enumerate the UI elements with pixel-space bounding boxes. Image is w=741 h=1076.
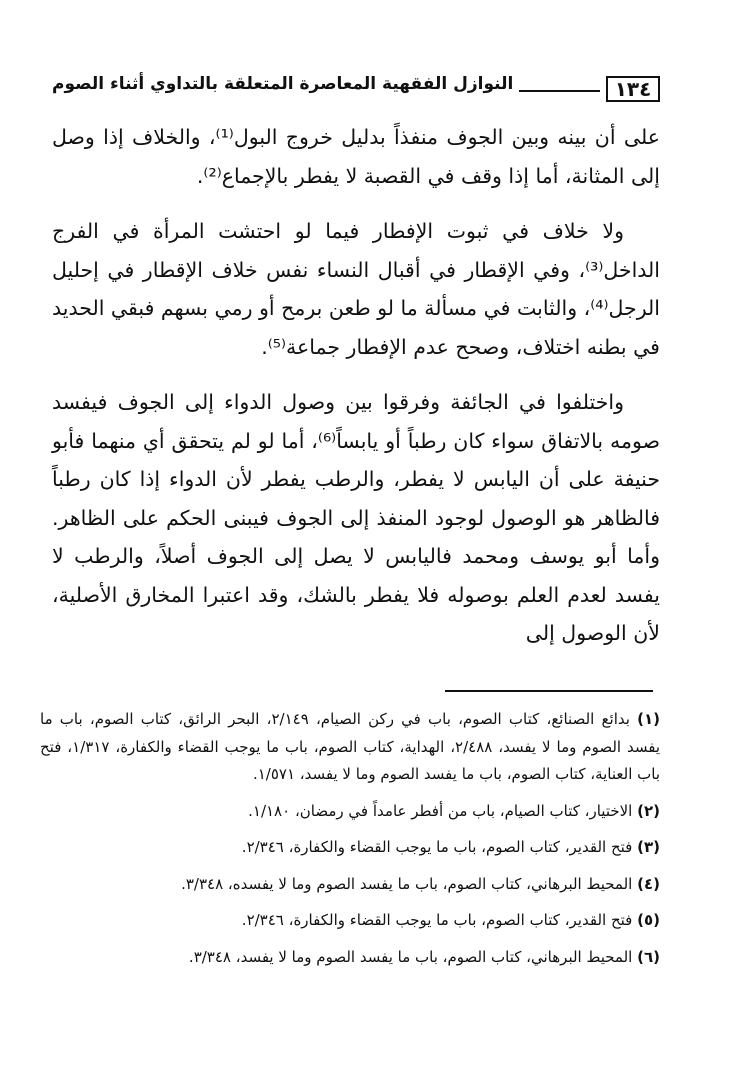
footnote-text: فتح القدير، كتاب الصوم، باب ما يوجب القضاء والكفارة، ٢/٣٤٦. — [241, 838, 633, 856]
footnote — [40, 798, 660, 826]
footnote-separator — [445, 690, 653, 692]
footnote-text: بدائع الصنائع، كتاب الصوم، باب في ركن الصيام، ٢/١٤٩، البحر الرائق، كتاب الصوم، باب ما يفسد الصوم وما لا يفسد، ٢/٤٨٨، الهداية، كتاب الصوم، باب ما يوجب القضاء والكفارة، ١/٣١٧، فتح باب العناية، كتاب الصوم، باب ما يفسد الصوم وما لا يفسد، ١/٥٧١. — [40, 710, 661, 783]
footnote — [40, 944, 660, 972]
footnote — [40, 834, 660, 862]
footnote-number: (٣) — [637, 838, 660, 856]
footnote-number: (١) — [637, 710, 660, 728]
footnote-text: المحيط البرهاني، كتاب الصوم، باب ما يفسد الصوم وما لا يفسده، ٣/٣٤٨. — [181, 874, 633, 893]
footnote — [40, 907, 660, 935]
footnote-number: (٥) — [637, 911, 660, 929]
footnote-text: الاختيار، كتاب الصيام، باب من أفطر عامداً في رمضان، ١/١٨٠. — [248, 801, 633, 820]
paragraph: ولا خلاف في ثبوت الإفطار فيما لو احتشت المرأة في الفرج الداخل⁽³⁾، وفي الإقطار في أقبال النساء نفس خلاف الإقطار في إحليل الرجل⁽⁴⁾، والثابت في مسألة ما لو طعن برمح أو رمي بسهم فبقي الحديد في بطنه اختلاف، وصحح عدم الإفطار جماعة⁽⁵⁾. — [52, 219, 660, 359]
running-title: النوازل الفقهية المعاصرة المتعلقة بالتداوي أثناء الصوم — [52, 74, 519, 94]
paragraph: على أن بينه وبين الجوف منفذاً بدليل خروج البول⁽¹⁾، والخلاف إذا وصل إلى المثانة، أما إذا وقف في القصبة لا يفطر بالإجماع⁽²⁾. — [52, 125, 661, 188]
footnotes — [40, 706, 660, 980]
footnote — [40, 871, 660, 899]
footnote-text: فتح القدير، كتاب الصوم، باب ما يوجب القضاء والكفارة، ٢/٣٤٦. — [241, 911, 633, 929]
footnote-number: (٢) — [637, 801, 660, 820]
page-header — [52, 76, 660, 106]
page-number: ١٣٤ — [606, 76, 660, 102]
paragraph: واختلفوا في الجائفة وفرقوا بين وصول الدواء إلى الجوف فيفسد صومه بالاتفاق سواء كان رطباً أو يابساً⁽⁶⁾، أما لو لم يتحقق أي منهما فأبو حنيفة على أن اليابس لا يفطر، والرطب يفطر لأن الدواء إذا كان رطباً فالظاهر هو الوصول لوجود المنفذ إلى الجوف فيبنى الحكم على الظاهر. وأما أبو يوسف ومحمد فاليابس لا يصل إلى الجوف أصلاً، والرطب لا يفسد لعدم العلم بوصوله فلا يفطر بالشك، وقد اعتبرا المخارق الأصلية، لأن الوصول إلى — [52, 390, 660, 645]
footnote — [40, 706, 660, 789]
main-text — [52, 118, 660, 670]
footnote-text: المحيط البرهاني، كتاب الصوم، باب ما يفسد الصوم وما لا يفسد، ٣/٣٤٨. — [188, 947, 633, 966]
footnote-number: (٦) — [637, 947, 660, 966]
footnote-number: (٤) — [637, 874, 660, 893]
